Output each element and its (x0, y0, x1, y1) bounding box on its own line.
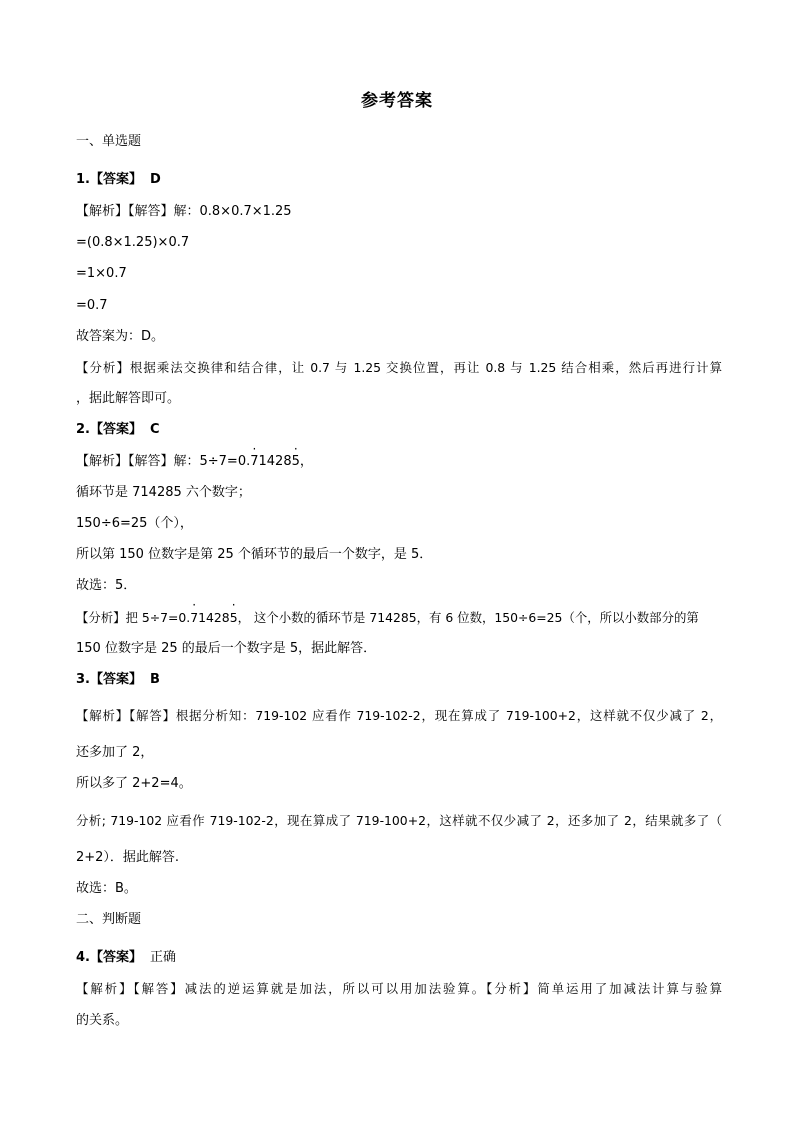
q2-explanation-line-5: 故选：5． (76, 578, 137, 593)
q1-explanation-line-3: =1×0.7 (76, 266, 127, 281)
q1-answer-value: D (149, 172, 161, 187)
q3-analysis-line-2: 2+2）．据此解答. (76, 850, 180, 865)
q2-explanation-line-2: 循环节是 714285 六个数字； (76, 485, 251, 500)
q1-explanation-line-1: 【解析】【解答】解：0.8×0.7×1.25 (76, 204, 292, 219)
repeating-dot-end: · 5 (292, 452, 300, 472)
q4-answer-line (76, 948, 722, 968)
q2-l1-prefix: 【解析】【解答】解：5÷7=0. (76, 454, 251, 469)
q2-answer-label: 2.【答案】 (76, 422, 142, 437)
repeating-dot-end: · 5 (230, 608, 238, 628)
q2-analysis-line-2: 150 位数字是 25 的最后一个数字是 5，据此解答． (76, 641, 377, 656)
q2-l6-suffix: ， 这个小数的循环节是 714285，有 6 位数，150÷6=25（个，所以小数部分的第 (237, 610, 699, 625)
q2-explanation-line-3: 150÷6=25（个）， (76, 516, 193, 531)
page-title: 参考答案 (361, 91, 433, 111)
q1-answer-line (76, 170, 722, 190)
q3-answer-label: 3.【答案】 (76, 672, 142, 687)
q1-explanation-line-4: =0.7 (76, 298, 108, 313)
repeating-dot-start: · 7 (190, 608, 198, 628)
q1-analysis-line-1: 【分析】根据乘法交换律和结合律，让 0.7 与 1.25 交换位置，再让 0.8 与 1.25 结合相乘，然后再进行计算 (76, 360, 722, 375)
q4-explanation-line-1: 【解析】【解答】减法的逆运算就是加法，所以可以用加法验算。【分析】简单运用了加减法计算与验算 (76, 981, 722, 996)
q2-answer-line (76, 420, 722, 440)
q2-l6-prefix: 【分析】把 5÷7=0. (76, 610, 191, 625)
section-heading-single-choice: 一、单选题 (76, 134, 142, 149)
q2-explanation-line-4: 所以第 150 位数字是第 25 个循环节的最后一个数字，是 5． (76, 547, 433, 562)
q3-answer-line (76, 670, 722, 690)
q1-answer-label: 1.【答案】 (76, 172, 142, 187)
q3-explanation-line-2: 还多加了 2， (76, 745, 154, 760)
repeating-dot-start: · 7 (250, 452, 258, 472)
q2-explanation-line-1 (76, 452, 722, 472)
q3-analysis-line-1: 分析; 719-102 应看作 719-102-2，现在算成了 719-100+2，这样就不仅少减了 2，还多加了 2，结果就多了（ (76, 813, 722, 828)
q1-analysis-line-2: ，据此解答即可。 (76, 391, 181, 406)
q4-explanation-line-2: 的关系。 (76, 1013, 129, 1028)
q3-answer-value: B (149, 672, 160, 687)
q4-answer-value: 正确 (149, 950, 176, 965)
q2-answer-value: C (149, 422, 160, 437)
q3-explanation-line-1: 【解析】【解答】根据分析知：719-102 应看作 719-102-2，现在算成了 719-100+2，这样就不仅少减了 2， (76, 708, 722, 723)
q4-answer-label: 4.【答案】 (76, 950, 142, 965)
q2-l1-middle: 1428 (258, 454, 292, 469)
q2-analysis-line-1 (76, 608, 722, 628)
q2-l1-suffix: ， (299, 454, 313, 469)
q1-explanation-line-5: 故答案为：D。 (76, 329, 165, 344)
section-heading-true-false: 二、判断题 (76, 912, 142, 927)
q1-explanation-line-2: =(0.8×1.25)×0.7 (76, 235, 190, 250)
q3-conclusion-line: 故选：B。 (76, 881, 137, 896)
q2-l6-middle: 1428 (198, 610, 230, 625)
q3-explanation-line-3: 所以多了 2+2=4。 (76, 776, 192, 791)
